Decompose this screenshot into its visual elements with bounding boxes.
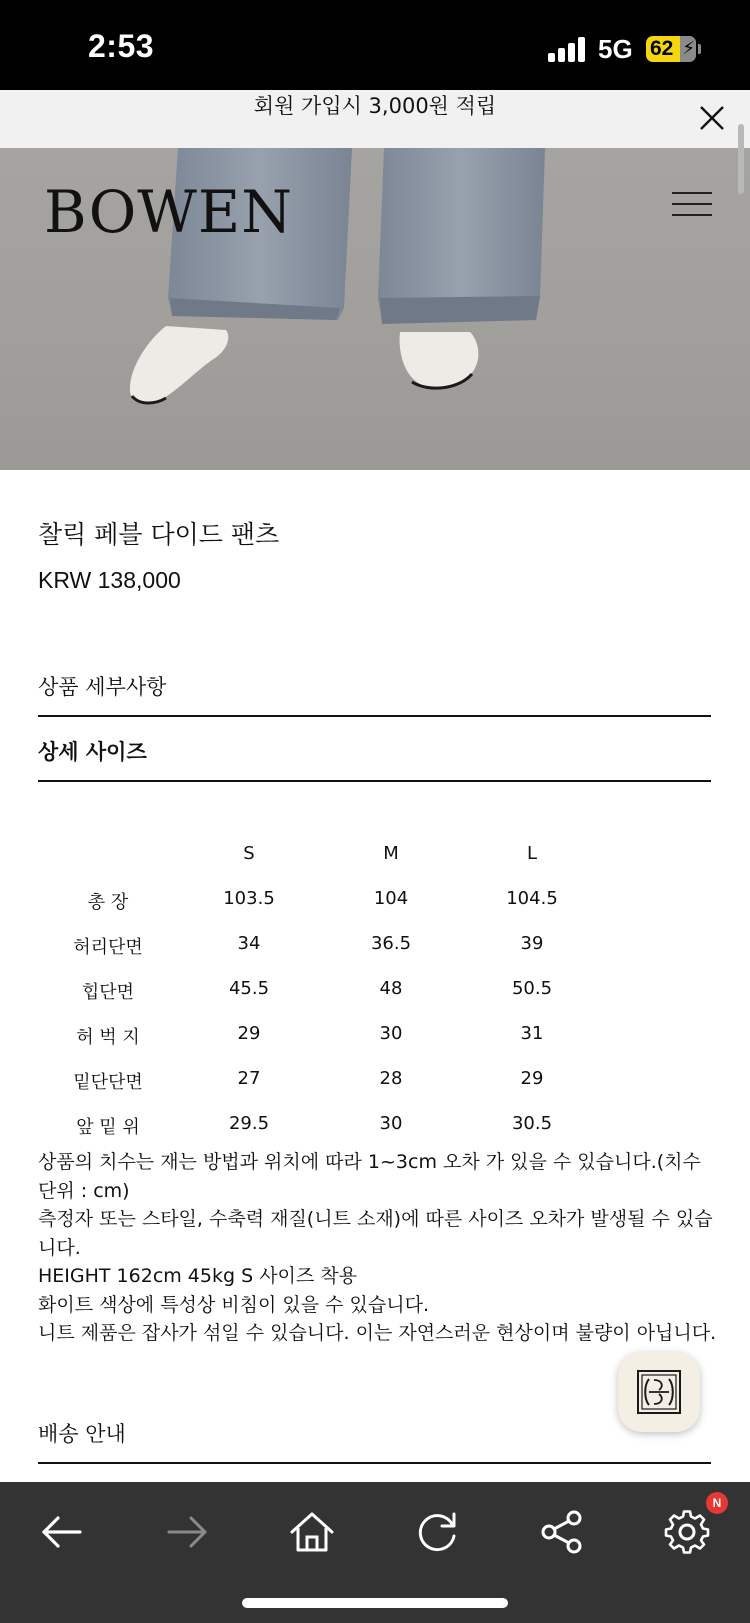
- arrow-left-icon[interactable]: [32, 1502, 92, 1562]
- table-row-label: 총 장: [87, 892, 129, 913]
- battery-level: 62: [650, 37, 674, 60]
- brand-logo[interactable]: BOWEN: [44, 178, 293, 246]
- table-row: [38, 933, 658, 963]
- table-cell: 36.5: [370, 933, 412, 954]
- table-cell: 39: [520, 933, 544, 954]
- menu-icon[interactable]: [672, 192, 712, 218]
- table-row-label: 앞 밑 위: [76, 1117, 140, 1138]
- divider: [38, 715, 711, 717]
- promo-banner[interactable]: [0, 90, 750, 148]
- product-name: 찰릭 페블 다이드 팬츠: [38, 520, 280, 549]
- table-cell: 30: [379, 1113, 403, 1134]
- hero-image: [0, 148, 750, 470]
- note-line: 화이트 색상에 특성상 비침이 있을 수 있습니다.: [38, 1293, 430, 1316]
- section-size-detail[interactable]: 상세 사이즈: [38, 740, 147, 764]
- battery-cap: [698, 44, 701, 54]
- note-line: 니트 제품은 잡사가 섞일 수 있습니다. 이는 자연스러운 현상이며 불량이 아닙니다.: [38, 1322, 717, 1344]
- table-cell: 29.5: [228, 1113, 270, 1134]
- table-row-label: 밑단단면: [73, 1072, 143, 1093]
- notification-badge: N: [706, 1492, 728, 1514]
- charging-icon: ⚡: [682, 38, 695, 59]
- table-cell: 104.5: [506, 888, 558, 909]
- table-header-cell: L: [526, 843, 538, 864]
- home-indicator: [242, 1598, 508, 1608]
- table-row-label: 허리단면: [73, 937, 143, 958]
- table-header-cell: M: [383, 843, 399, 864]
- brand-monogram-icon: [618, 1352, 700, 1432]
- table-row: [38, 1023, 658, 1053]
- reload-icon[interactable]: [407, 1502, 467, 1562]
- divider: [38, 1462, 711, 1464]
- divider: [38, 780, 711, 782]
- floating-brand-button[interactable]: [618, 1352, 700, 1432]
- table-row: [38, 1113, 658, 1143]
- table-cell: 27: [237, 1068, 261, 1089]
- status-bar: [0, 0, 750, 90]
- table-cell: 34: [237, 933, 261, 954]
- table-cell: 45.5: [228, 978, 270, 999]
- table-cell: 29: [520, 1068, 544, 1089]
- table-cell: 48: [379, 978, 403, 999]
- table-cell: 30: [379, 1023, 403, 1044]
- promo-text: 회원 가입시 3,000원 적립: [253, 94, 497, 118]
- table-row: [38, 1068, 658, 1098]
- signal-icon: [548, 36, 588, 62]
- arrow-right-icon[interactable]: [157, 1502, 217, 1562]
- table-row-label: 힙단면: [81, 982, 135, 1003]
- table-row: [38, 888, 658, 918]
- table-cell: 28: [379, 1068, 403, 1089]
- network-type: 5G: [598, 34, 633, 64]
- note-line: 측정자 또는 스타일, 수축력 재질(니트 소재)에 따른 사이즈 오차가 발생될 수 있습니다.: [38, 1208, 713, 1259]
- gear-icon[interactable]: [657, 1502, 717, 1562]
- size-notes: [38, 1148, 718, 1348]
- table-cell: 103.5: [223, 888, 275, 909]
- section-shipping[interactable]: 배송 안내: [38, 1422, 126, 1446]
- battery-icon: [646, 36, 696, 62]
- table-cell: 29: [237, 1023, 261, 1044]
- table-cell: 30.5: [511, 1113, 553, 1134]
- note-line: 상품의 치수는 재는 방법과 위치에 따라 1~3cm 오차 가 있을 수 있습니다.(치수 단위 : cm): [38, 1151, 701, 1202]
- table-row-label: 허 벅 지: [76, 1027, 140, 1048]
- close-icon[interactable]: [698, 104, 726, 132]
- share-icon[interactable]: [532, 1502, 592, 1562]
- table-cell: 104: [373, 888, 409, 909]
- scrollbar[interactable]: [738, 124, 744, 194]
- table-row: [38, 978, 658, 1008]
- note-line: HEIGHT 162cm 45kg S 사이즈 착용: [38, 1265, 358, 1287]
- section-details[interactable]: 상품 세부사항: [38, 675, 167, 699]
- table-cell: 50.5: [511, 978, 553, 999]
- table-header-cell: S: [243, 843, 255, 864]
- product-price: KRW 138,000: [38, 567, 181, 593]
- table-header-row: [38, 843, 658, 873]
- table-cell: 31: [520, 1023, 544, 1044]
- home-icon[interactable]: [282, 1502, 342, 1562]
- status-time: 2:53: [88, 28, 155, 64]
